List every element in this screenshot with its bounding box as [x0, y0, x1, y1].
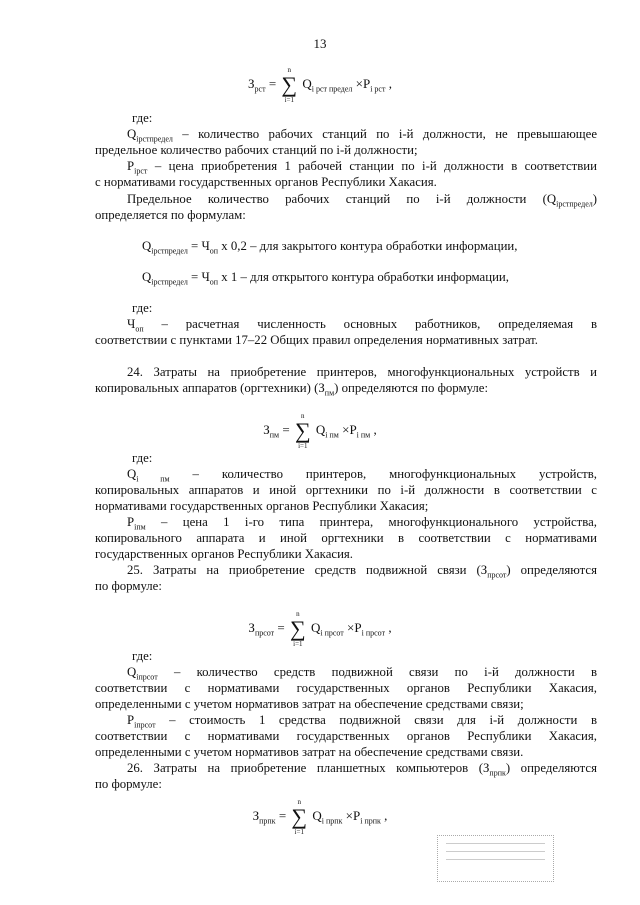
- definition-p-pm: $P_{iпм}$ – цена 1 i-го типа принтера, многофункционального устройства,: [127, 515, 597, 532]
- formula-closed-contour: $Q_{iрстпредел} = Ч_{оп}$ х 0,2 – для закрытого контура обработки информации,: [142, 239, 518, 256]
- definition-q-pm-cont: копировальных аппаратов и иной оргтехники по i-й должности в соответствии с: [95, 483, 597, 497]
- definition-q-prsot: $Q_{iпрсот}$ – количество средств подвижной связи по i-й должности в: [127, 665, 597, 682]
- where-label: где:: [132, 649, 153, 663]
- formula-tablets: $З_{прпк}$ = ∑ n i=1 $Q_{i прпк} \times P_{i прпк}$ ,: [252, 798, 388, 836]
- paragraph-24: 24. Затраты на приобретение принтеров, многофункциональных устройств и: [127, 365, 597, 379]
- paragraph-limit: Предельное количество рабочих станций по i-й должности $(Q_{iрстпредел})$: [127, 192, 597, 209]
- where-label: где:: [132, 111, 153, 125]
- paragraph-26: 26. Затраты на приобретение планшетных компьютеров $(З_{прпк})$ определяются: [127, 761, 597, 778]
- definition-q-prsot-cont2: определенными с учетом нормативов затрат на обеспечение средствами связи;: [95, 697, 524, 711]
- formula-workstations: $З_{рст}$ = ∑ n i=1 $Q_{i рст предел} \times P_{i рст}$ ,: [248, 66, 392, 104]
- definition-q-pm: $Q_{i пм}$ – количество принтеров, многофункциональных устройств,: [127, 467, 597, 484]
- paragraph-25: 25. Затраты на приобретение средств подвижной связи $(З_{прсот})$ определяются: [127, 563, 597, 580]
- definition-ch-op-cont: соответствии с пунктами 17–22 Общих правил определения нормативных затрат.: [95, 333, 539, 347]
- definition-p-pm-cont: копировального аппарата и иной оргтехники в соответствии с нормативами: [95, 531, 597, 545]
- paragraph-25-cont: по формуле:: [95, 579, 162, 593]
- definition-q-pm-cont2: нормативами государственных органов Республики Хакасия;: [95, 499, 429, 513]
- definition-ch-op: $Ч_{оп}$ – расчетная численность основных работников, определяемая в: [127, 317, 597, 334]
- definition-q-rst: $Q_{iрстпредел}$ – количество рабочих станций по i-й должности, не превышающее: [127, 127, 597, 144]
- definition-q-prsot-cont: соответствии с нормативами государственных органов Республики Хакасия,: [95, 681, 597, 695]
- definition-p-pm-cont2: государственных органов Республики Хакасия.: [95, 547, 353, 561]
- paragraph-26-cont: по формуле:: [95, 777, 162, 791]
- paragraph-limit-cont: определяется по формулам:: [95, 208, 246, 222]
- definition-p-rst: $P_{iрст}$ – цена приобретения 1 рабочей станции по i-й должности в соответствии: [127, 159, 597, 176]
- where-label: где:: [132, 451, 153, 465]
- definition-p-prsot-cont: соответствии с нормативами государственных органов Республики Хакасия,: [95, 729, 597, 743]
- definition-p-rst-cont: с нормативами государственных органов Республики Хакасия.: [95, 175, 437, 189]
- formula-mobile: $З_{прсот}$ = ∑ n i=1 $Q_{i прсот} \times P_{i прсот}$ ,: [248, 610, 392, 648]
- formula-open-contour: $Q_{iрстпредел} = Ч_{оп}$ х 1 – для открытого контура обработки информации,: [142, 270, 509, 287]
- definition-p-prsot-cont2: определенными с учетом нормативов затрат на обеспечение средствами связи.: [95, 745, 524, 759]
- definition-q-rst-cont: предельное количество рабочих станций по i-й должности;: [95, 143, 418, 157]
- paragraph-24-cont: копировальных аппаратов (оргтехники) $(З_{пм})$ определяются по формуле:: [95, 381, 489, 398]
- formula-printers: $З_{пм}$ = ∑ n i=1 $Q_{i пм} \times P_{i пм}$ ,: [263, 412, 377, 450]
- definition-p-prsot: $P_{iпрсот}$ – стоимость 1 средства подвижной связи для i-й должности в: [127, 713, 597, 730]
- faded-stamp: [437, 835, 554, 882]
- page-number: 13: [313, 36, 327, 51]
- where-label: где:: [132, 301, 153, 315]
